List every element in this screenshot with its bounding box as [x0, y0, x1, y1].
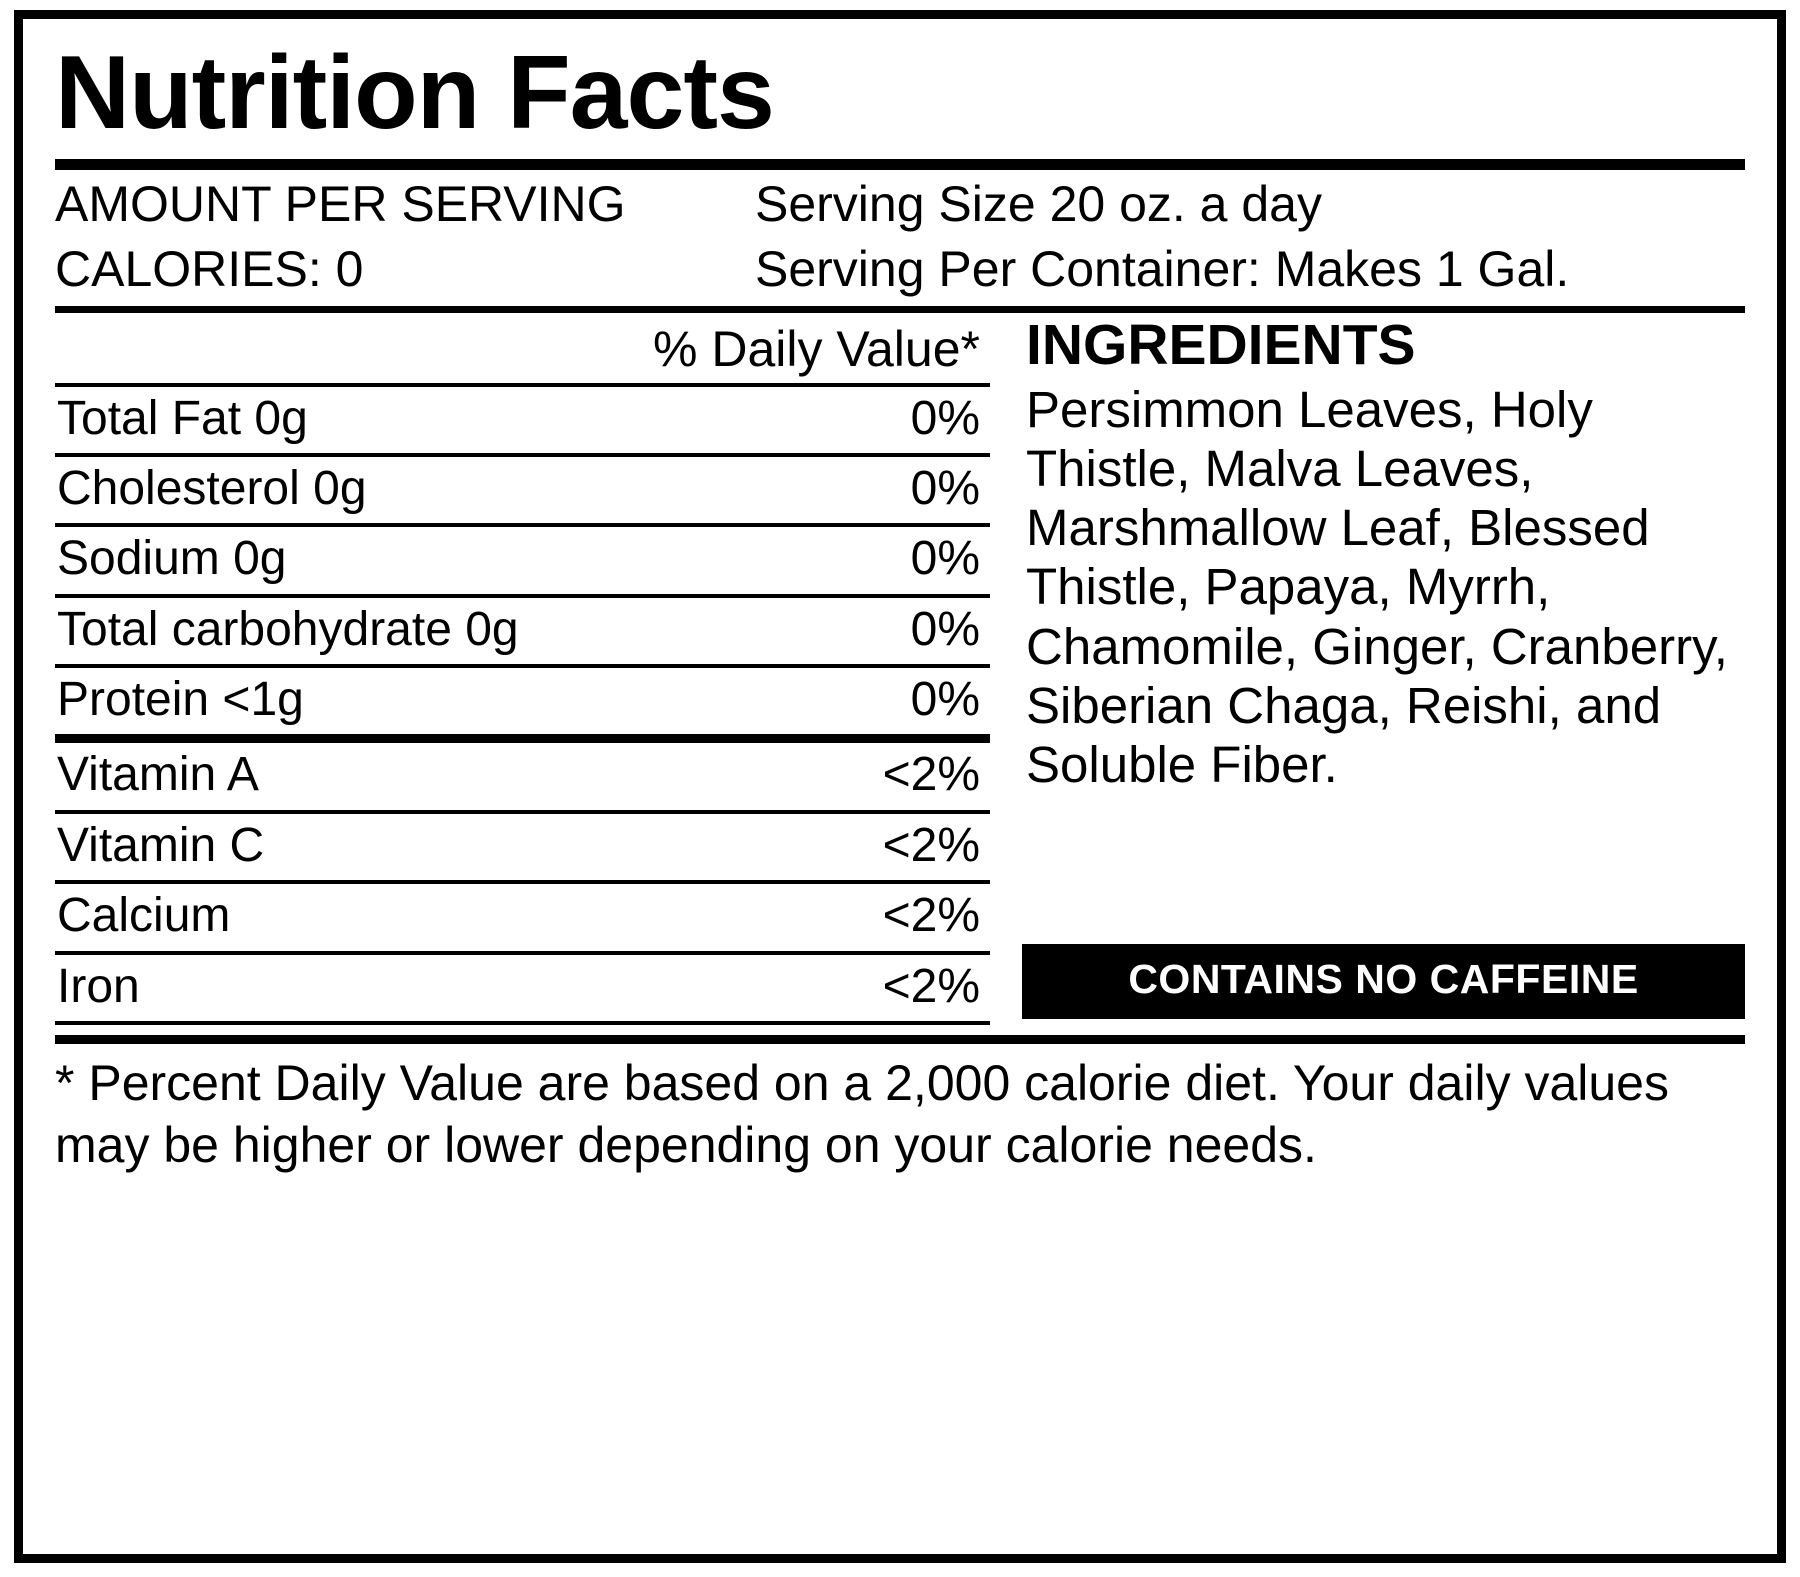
page-title: Nutrition Facts: [55, 35, 774, 151]
table-row: [55, 880, 990, 950]
nutrient-name: Sodium 0g: [57, 532, 287, 586]
nutrient-name: Protein <1g: [57, 673, 304, 727]
table-row: [55, 734, 990, 809]
nutrient-dv: 0%: [910, 602, 980, 656]
ingredients-list: Persimmon Leaves, Holy Thistle, Malva Leaves, Marshmallow Leaf, Blessed Thistle, Papaya, Myrrh, Chamomile, Ginger, Cranberry, Siberian Chaga, Reishi, and Soluble Fiber.: [1026, 381, 1728, 793]
status-badge: CONTAINS NO CAFFEINE: [1022, 944, 1745, 1019]
table-row: [55, 523, 990, 593]
nutrient-dv: 0%: [910, 391, 980, 445]
table-row: [55, 664, 990, 734]
nutrient-dv: <2%: [882, 748, 980, 802]
nutrient-dv: <2%: [882, 959, 980, 1013]
nutrient-dv: <2%: [882, 889, 980, 943]
amount-per-serving-label: AMOUNT PER SERVING: [55, 176, 626, 232]
nutrient-name: Calcium: [57, 889, 231, 943]
table-row: [55, 810, 990, 880]
calories-label: CALORIES: 0: [55, 241, 364, 297]
table-row: [55, 951, 990, 1025]
nutrient-name: Total Fat 0g: [57, 391, 308, 445]
ingredients-heading: INGREDIENTS: [1026, 313, 1416, 377]
nutrient-name: Vitamin A: [57, 748, 259, 802]
nutrient-name: Iron: [57, 959, 140, 1013]
nutrient-dv: <2%: [882, 818, 980, 872]
table-row: [55, 594, 990, 664]
serving-information: [55, 172, 1745, 302]
serving-size-value: Serving Size 20 oz. a day: [755, 176, 1322, 232]
divider-under-title: [55, 159, 1745, 170]
servings-per-container-value: Serving Per Container: Makes 1 Gal.: [755, 241, 1570, 297]
table-row: [55, 383, 990, 453]
ingredients-section: [990, 313, 1745, 1025]
nutrient-name: Cholesterol 0g: [57, 461, 367, 515]
table-row: [55, 453, 990, 523]
divider-above-footnote: [55, 1035, 1745, 1044]
nutrient-dv: 0%: [910, 532, 980, 586]
nutrition-facts-label: [14, 10, 1786, 1563]
daily-value-header: % Daily Value*: [652, 321, 980, 377]
nutrients-table: [55, 313, 990, 1025]
serving-row-calories: [55, 237, 1745, 302]
label-body: [55, 313, 1745, 1025]
nutrient-dv: 0%: [910, 461, 980, 515]
nutrient-dv: 0%: [910, 673, 980, 727]
nutrition-facts-label-inner: [41, 37, 1759, 1536]
serving-row-amount: [55, 172, 1745, 237]
daily-value-footnote: * Percent Daily Value are based on a 2,000 calorie diet. Your daily values may be higher or lower depending on your calorie needs.: [55, 1055, 1669, 1174]
divider-under-serving: [55, 306, 1745, 313]
nutrient-name: Vitamin C: [57, 818, 265, 872]
nutrient-name: Total carbohydrate 0g: [57, 602, 519, 656]
